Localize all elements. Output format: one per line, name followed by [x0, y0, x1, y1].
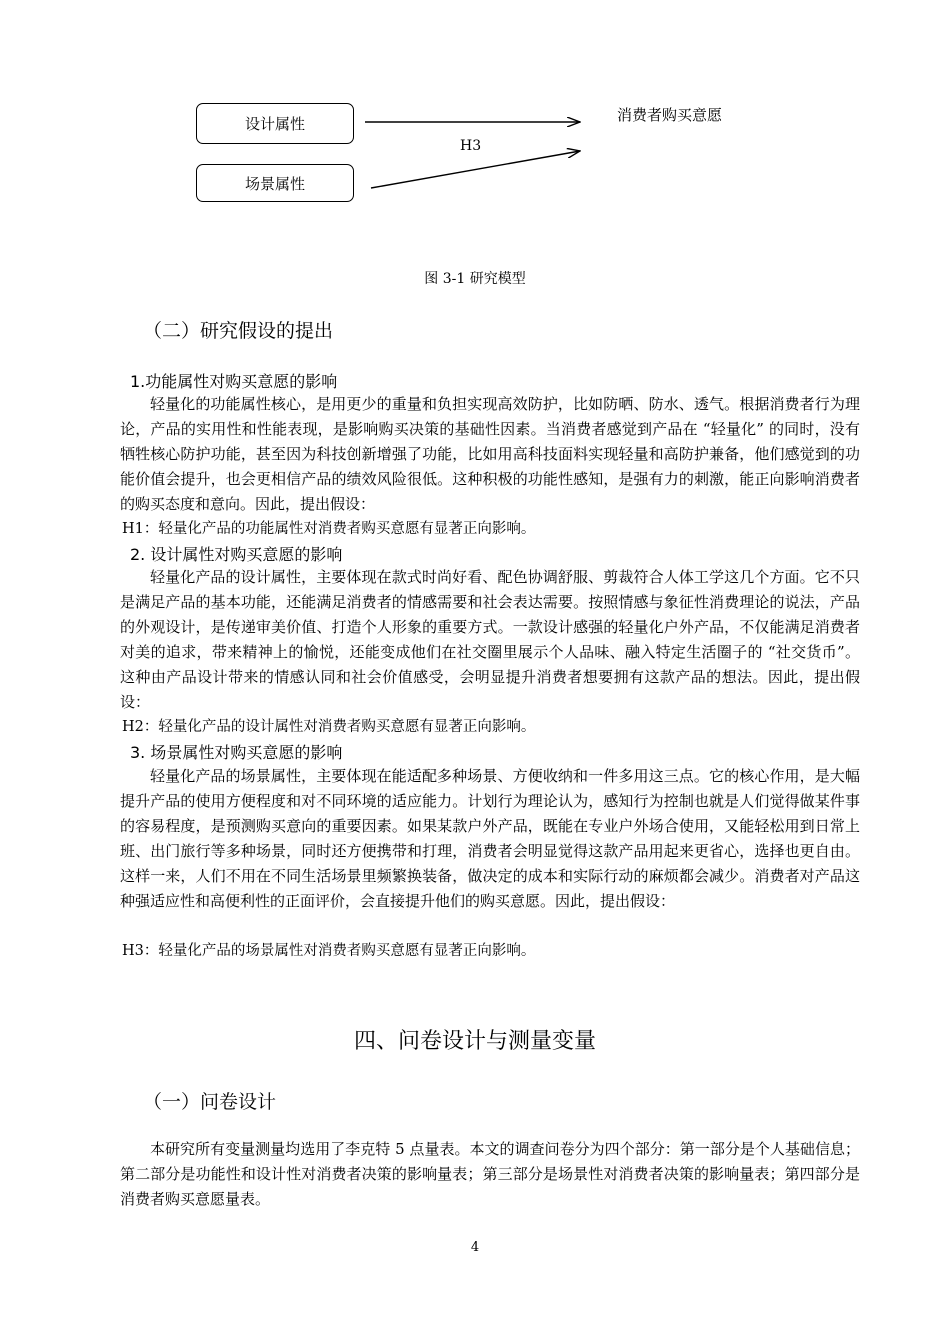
design-attribute-label: 设计属性	[244, 115, 305, 133]
paragraph-questionnaire: 本研究所有变量测量均选用了李克特 5 点量表。本文的调查问卷分为四个部分：第一部分是个人基础信息；第二部分是功能性和设计性对消费者决策的影响量表；第三部分是场景性对消费者决策的影响量表；第四部分是消费者购买意愿量表。	[120, 1140, 860, 1208]
paragraph-scene: 轻量化产品的场景属性，主要体现在能适配多种场景、方便收纳和一件多用这三点。它的核心作用，是大幅提升产品的使用方便程度和对不同环境的适应能力。计划行为理论认为，感知行为控制也就是人们觉得做某件事的容易程度，是预测购买意向的重要因素。如果某款户外产品，既能在专业户外场合使用，又能轻松用到日常上班、出门旅行等多种场景，同时还方便携带和打理，消费者会明显觉得这款产品用起来更省心，选择也更自由。这样一来，人们不用在不同生活场景里频繁换装备，做决定的成本和实际行动的麻烦都会减少。消费者对产品这种强适应性和高便利性的正面评价，会直接提升他们的购买意愿。因此，提出假设：	[120, 767, 860, 910]
paragraph-function: 轻量化的功能属性核心，是用更少的重量和负担实现高效防护，比如防晒、防水、透气。根据消费者行为理论，产品的实用性和性能表现，是影响购买决策的基础性因素。当消费者感觉到产品在 “轻量化” 的同时，没有牺牲核心防护功能，甚至因为科技创新增强了功能，比如用高科技面料实现轻量和高防护兼备，他们感觉到的功能价值会提升，也会更相信产品的绩效风险很低。这种积极的功能性感知，是强有力的刺激，能正向影响消费者的购买态度和意向。因此，提出假设：	[120, 395, 860, 513]
subsection-title-function: 1.功能属性对购买意愿的影响	[130, 372, 338, 391]
section-title-questionnaire-design: （一）问卷设计	[143, 1091, 277, 1113]
figure-arrows	[0, 0, 950, 260]
hypothesis-h3: H3：轻量化产品的场景属性对消费者购买意愿有显著正向影响。	[122, 943, 536, 959]
page-number: 4	[470, 1240, 480, 1255]
hypothesis-h2: H2：轻量化产品的设计属性对消费者购买意愿有显著正向影响。	[122, 719, 536, 735]
subsection-title-design: 2. 设计属性对购买意愿的影响	[130, 545, 343, 564]
arrow-label-h3: H3	[460, 138, 482, 154]
section-title-hypotheses: （二）研究假设的提出	[143, 320, 334, 342]
hypothesis-h1: H1：轻量化产品的功能属性对消费者购买意愿有显著正向影响。	[122, 521, 536, 537]
paragraph-design: 轻量化产品的设计属性，主要体现在款式时尚好看、配色协调舒服、剪裁符合人体工学这几个方面。它不只是满足产品的基本功能，还能满足消费者的情感需要和社会表达需要。按照情感与象征性消费理论的说法，产品的外观设计，是传递审美价值、打造个人形象的重要方式。一款设计感强的轻量化户外产品，不仅能满足消费者对美的追求，带来精神上的愉悦，还能变成他们在社交圈里展示个人品味、融入特定生活圈子的 “社交货币”。这种由产品设计带来的情感认同和社会价值感受，会明显提升消费者想要拥有这款产品的想法。因此，提出假设：	[120, 568, 860, 711]
purchase-intention-label: 消费者购买意愿	[617, 106, 723, 124]
chapter-title-questionnaire: 四、问卷设计与测量变量	[353, 1029, 596, 1054]
scene-attribute-label: 场景属性	[244, 174, 305, 193]
scene-arrow	[371, 151, 580, 188]
figure-caption: 图 3-1 研究模型	[424, 271, 526, 287]
subsection-title-scene: 3. 场景属性对购买意愿的影响	[130, 743, 343, 762]
